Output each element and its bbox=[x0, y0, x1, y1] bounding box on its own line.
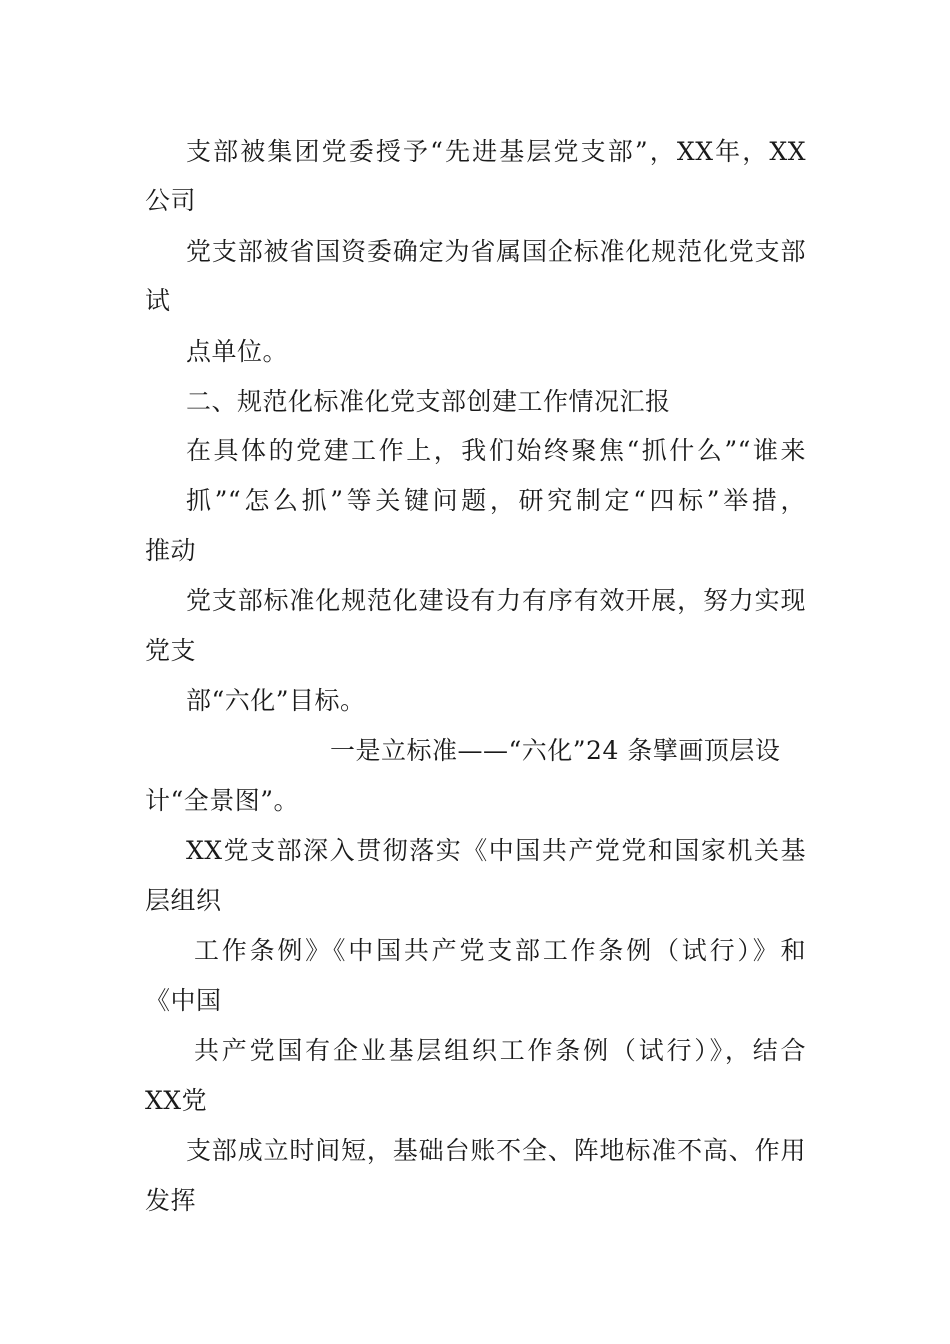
text-line-12: 部“六化”目标。 bbox=[186, 686, 366, 715]
text-line-15: XX党支部深入贯彻落实《中国共产党党和国家机关基 bbox=[186, 836, 806, 865]
text-line-10: 党支部标准化规范化建设有力有序有效开展，努力实现 bbox=[186, 586, 806, 615]
text-line-3: 党支部被省国资委确定为省属国企标准化规范化党支部 bbox=[186, 237, 806, 266]
text-line-11: 党支 bbox=[145, 636, 197, 665]
text-line-21: 支部成立时间短，基础台账不全、阵地标准不高、作用 bbox=[186, 1136, 806, 1165]
text-line-16: 层组织 bbox=[145, 886, 222, 915]
text-line-19: 共产党国有企业基层组织工作条例（试行）》，结合 bbox=[194, 1036, 806, 1065]
text-line-7: 在具体的党建工作上，我们始终聚焦“抓什么”“谁来 bbox=[186, 436, 806, 465]
text-line-2: 公司 bbox=[145, 186, 197, 215]
text-line-9: 推动 bbox=[145, 536, 197, 565]
text-line-17: 工作条例》《中国共产党支部工作条例（试行）》和 bbox=[194, 936, 806, 965]
text-line-20: XX党 bbox=[145, 1086, 208, 1115]
section-heading: 二、规范化标准化党支部创建工作情况汇报 bbox=[186, 387, 671, 416]
text-line-22: 发挥 bbox=[145, 1186, 197, 1215]
text-line-1: 支部被集团党委授予“先进基层党支部”，XX年，XX bbox=[186, 137, 806, 166]
text-line-18: 《中国 bbox=[145, 986, 222, 1015]
text-line-14: 计“全景图”。 bbox=[145, 786, 300, 815]
text-line-8: 抓”“怎么抓”等关键问题，研究制定“四标”举措， bbox=[186, 486, 806, 515]
subheading-line: 一是立标准——“六化”24 条擘画顶层设 bbox=[330, 736, 781, 765]
text-line-4: 试 bbox=[145, 286, 171, 315]
text-line-5: 点单位。 bbox=[186, 337, 289, 366]
